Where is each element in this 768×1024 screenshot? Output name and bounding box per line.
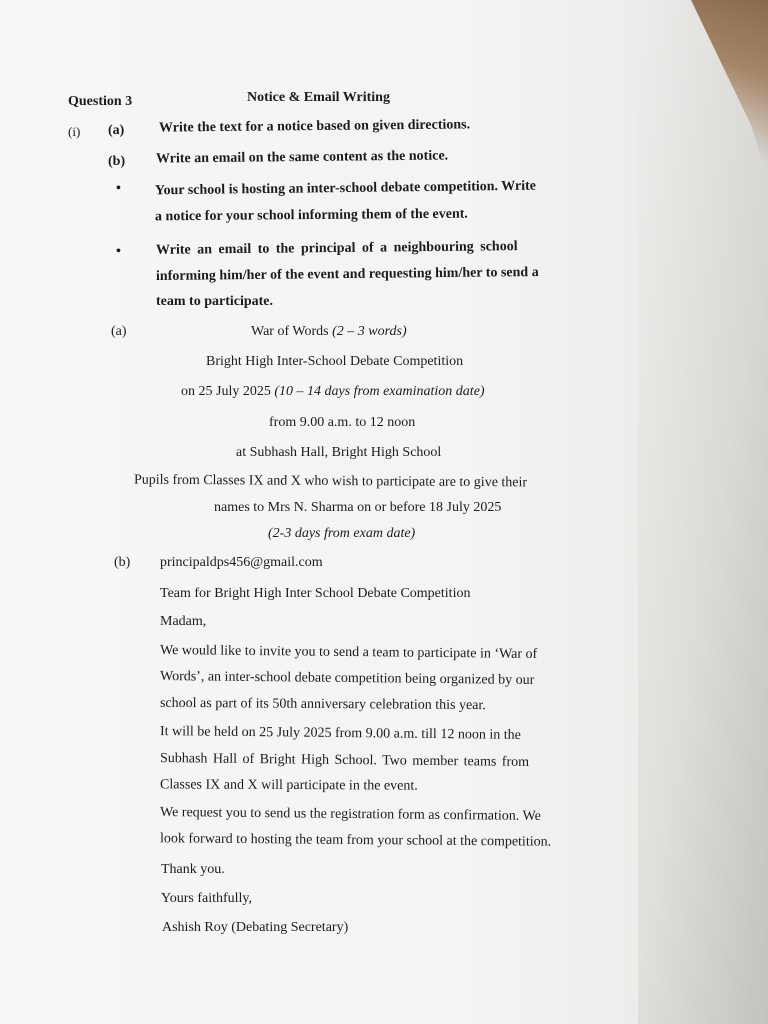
email-p1-line-1: We would like to invite you to send a team to participate in ‘War of: [159, 643, 538, 662]
email-signature: Ashish Roy (Debating Secretary): [162, 920, 349, 935]
email-p3-line-1: We request you to send us the registration form as confirmation. We: [159, 805, 541, 824]
notice-event-name: Bright High Inter-School Debate Competition: [206, 354, 464, 369]
email-salutation: Madam,: [160, 614, 207, 629]
bullet-2-line-3: team to participate.: [156, 294, 274, 309]
bullet-1-line-1: Your school is hosting an inter-school debate competition. Write: [154, 178, 537, 199]
notice-date: on 25 July 2025: [181, 384, 271, 399]
question-number: Question 3: [68, 94, 133, 109]
task-a-text: Write the text for a notice based on given directions.: [158, 117, 471, 136]
task-b-text: Write an email on the same content as the notice.: [155, 148, 449, 167]
bullet-marker: •: [116, 244, 121, 259]
notice-venue: at Subhash Hall, Bright High School: [236, 445, 442, 460]
part-label: (i): [68, 124, 81, 139]
email-subject: Team for Bright High Inter School Debate Competition: [160, 586, 471, 601]
task-a-label: (a): [108, 123, 125, 138]
question-title: Notice & Email Writing: [247, 90, 390, 105]
email-label: (b): [114, 555, 131, 570]
email-p2-line-2: Subhash Hall of Bright High School. Two member teams from: [159, 751, 530, 770]
email-p3-line-2: look forward to hosting the team from your school at the competition.: [159, 831, 552, 850]
notice-pupils-line-2: names to Mrs N. Sharma on or before 18 July 2025: [214, 500, 502, 515]
bullet-2-line-1: Write an email to the principal of a neighbouring school: [155, 239, 518, 258]
email-p2-line-1: It will be held on 25 July 2025 from 9.00 a.m. till 12 noon in the: [159, 724, 521, 743]
email-closing: Yours faithfully,: [161, 891, 253, 906]
notice-label: (a): [111, 324, 127, 339]
email-p1-line-2: Words’, an inter-school debate competition being organized by our: [159, 669, 535, 688]
notice-title-line: [251, 323, 407, 341]
notice-time: from 9.00 a.m. to 12 noon: [269, 415, 416, 430]
bullet-2-line-2: informing him/her of the event and requesting him/her to send a: [155, 264, 539, 285]
notice-pupils-line-1: Pupils from Classes IX and X who wish to participate are to give their: [133, 472, 528, 491]
bullet-marker: •: [116, 181, 121, 196]
notice-date-note: (10 – 14 days from examination date): [274, 384, 485, 399]
email-p2-line-3: Classes IX and X will participate in the event.: [159, 777, 418, 794]
email-to: principaldps456@gmail.com: [160, 555, 323, 570]
notice-title: War of Words: [251, 324, 329, 339]
page-shadow: [638, 0, 768, 1024]
email-thanks: Thank you.: [161, 862, 225, 877]
email-p1-line-3: school as part of its 50th anniversary celebration this year.: [159, 695, 486, 714]
notice-pupils-note: (2-3 days from exam date): [268, 526, 416, 541]
bullet-1-line-2: a notice for your school informing them of the event.: [154, 206, 468, 225]
notice-date-line: [181, 383, 485, 401]
notice-title-note: (2 – 3 words): [332, 324, 407, 339]
task-b-label: (b): [108, 154, 126, 169]
